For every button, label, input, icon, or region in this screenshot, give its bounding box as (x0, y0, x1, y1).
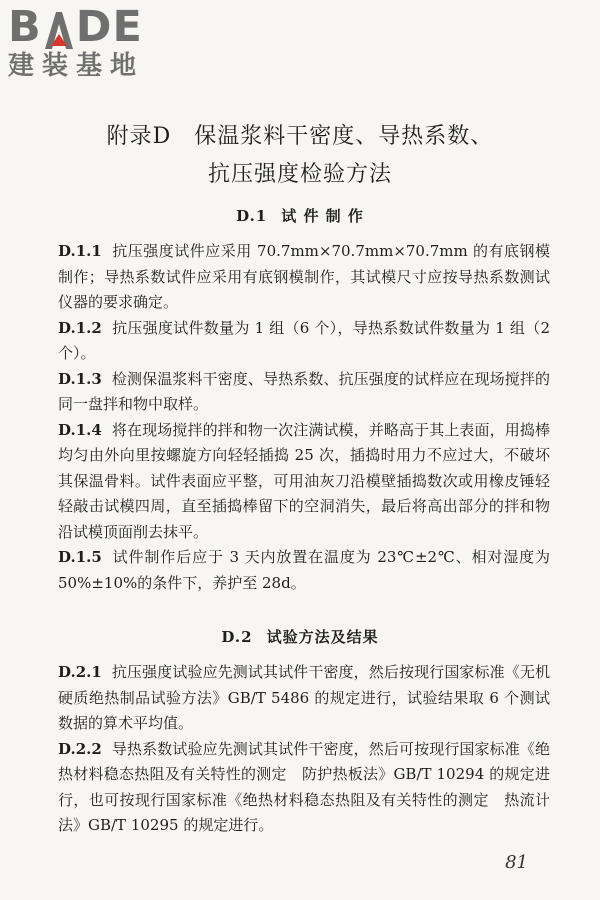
section-title: 试 件 制 作 (281, 207, 364, 225)
bade-logo (8, 4, 178, 82)
clause-number: D.1.4 (58, 420, 102, 439)
title-line-1: 附录D 保温浆料干密度、导热系数、 (106, 124, 494, 149)
clause-d1-1 (58, 239, 550, 316)
clause-text: 试件制作后应于 3 天内放置在温度为 23℃±2℃、相对湿度为 50%±10%的条件下，养护至 28d。 (58, 548, 550, 592)
logo-letters-de: DE (75, 2, 143, 52)
clause-number: D.1.5 (58, 548, 102, 566)
clause-text: 抗压强度试件数量为 1 组（6 个），导热系数试件数量为 1 组（2 个）。 (58, 318, 550, 362)
page-number: 81 (505, 852, 528, 873)
clause-number: D.2.2 (58, 739, 102, 758)
section-heading-d1 (0, 205, 600, 226)
section-body-d1 (58, 239, 550, 596)
clause-number: D.2.1 (58, 663, 102, 681)
clause-text: 将在现场搅拌的拌和物一次注满试模，并略高于其上表面，用捣棒均匀由外向里按螺旋方向轻轻插捣 25 次，插捣时用力不应过大，不破坏其保温骨料。试件表面应平整，可用油灰刀沿模壁插捣数次或用橡皮锤轻轻敲击试模四周，直至插捣棒留下的空洞消失，最后将高出部分的拌和物沿试模顶面削去抹平。 (58, 420, 550, 541)
clause-d2-2 (58, 737, 550, 839)
clause-d1-5 (58, 545, 550, 596)
appendix-title (0, 118, 600, 194)
section-title: 试验方法及结果 (266, 628, 379, 646)
logo-a-shape (43, 10, 75, 50)
clause-number: D.1.1 (58, 242, 102, 260)
clause-d2-1 (58, 660, 550, 737)
section-body-d2 (58, 660, 550, 839)
clause-text: 抗压强度试件应采用 70.7mm×70.7mm×70.7mm 的有底钢模制作；导热系数试件应采用有底钢模制作，其试模尺寸应按导热系数测试仪器的要求确定。 (58, 242, 550, 311)
clause-text: 导热系数试验应先测试其试件干密度，然后可按现行国家标准《绝热材料稳态热阻及有关特性的测定 防护热板法》GB/T 10294 的规定进行，也可按现行国家标准《绝热材料稳态热阻及有关特性的测定 热流计法》GB/T 10295 的规定进行。 (58, 739, 550, 834)
logo-letter-b: B (8, 2, 42, 52)
clause-text: 检测保温浆料干密度、导热系数、抗压强度的试样应在现场搅拌的同一盘拌和物中取样。 (58, 369, 550, 413)
title-line-2: 抗压强度检验方法 (207, 162, 392, 187)
clause-d1-2 (58, 316, 550, 367)
clause-text: 抗压强度试验应先测试其试件干密度，然后按现行国家标准《无机硬质绝热制品试验方法》GB/T 5486 的规定进行，试验结果取 6 个测试数据的算术平均值。 (58, 663, 550, 732)
logo-letter-a-icon (43, 10, 75, 50)
section-number: D.2 (221, 628, 253, 646)
section-number: D.1 (236, 207, 268, 225)
clause-d1-4 (58, 418, 550, 546)
section-heading-d2 (0, 626, 600, 647)
logo-subtitle: 建装基地 (8, 51, 145, 81)
clause-number: D.1.3 (58, 369, 102, 388)
logo-wordmark (8, 4, 178, 50)
clause-number: D.1.2 (58, 318, 102, 337)
clause-d1-3 (58, 367, 550, 418)
